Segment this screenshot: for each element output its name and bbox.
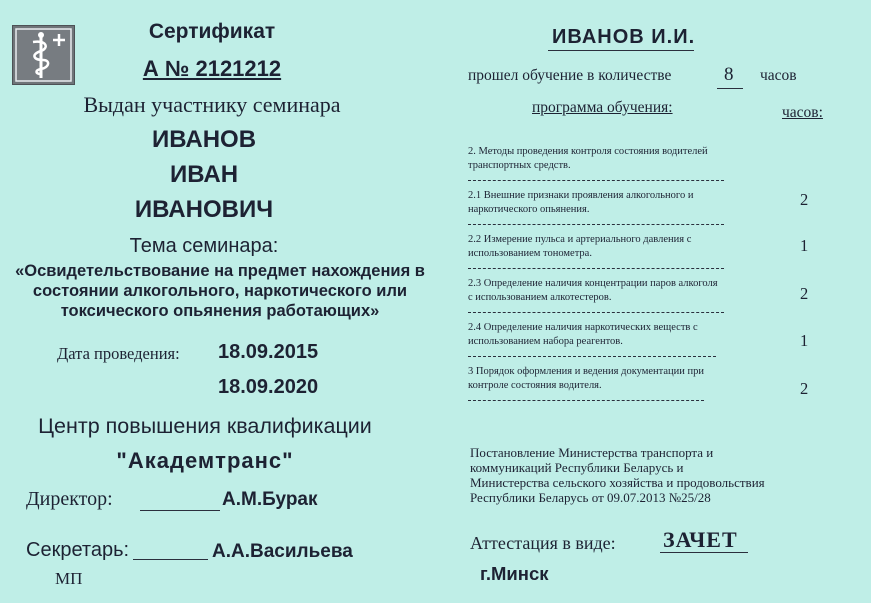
seminar-topic-line: токсического опьянения работающих» xyxy=(60,302,380,320)
program-item-hours: 2 xyxy=(800,284,809,303)
program-label: программа обучения: xyxy=(532,99,673,116)
certificate-number: А № 2121212 xyxy=(142,56,282,81)
item-divider xyxy=(468,400,704,401)
item-divider xyxy=(468,268,724,269)
program-item-text: 3 Порядок оформления и ведения документации при xyxy=(468,366,705,377)
hours-word: часов xyxy=(760,67,797,84)
participant-patronymic: ИВАНОВИЧ xyxy=(134,196,274,223)
total-hours-value: 8 xyxy=(724,64,734,85)
program-item-text: использованием набора реагентов. xyxy=(468,336,623,347)
program-item-text: 2.3 Определение наличия концентрации паров алкоголя xyxy=(468,278,718,289)
student-name: ИВАНОВ И.И. xyxy=(552,26,696,48)
participant-first-name: ИВАН xyxy=(169,161,239,188)
program-item-text: использованием тонометра. xyxy=(468,248,592,259)
secretary-signature-line xyxy=(133,559,208,560)
director-label: Директор: xyxy=(26,488,113,510)
regulation-text: Постановление Министерства транспорта и xyxy=(470,445,714,460)
director-name: А.М.Бурак xyxy=(222,489,318,510)
hours-column-header: часов: xyxy=(782,104,823,121)
item-divider xyxy=(468,224,724,225)
student-name-underline xyxy=(548,50,694,51)
date-start: 18.09.2015 xyxy=(218,341,319,363)
regulation-text: Министерства сельского хозяйства и продовольствия xyxy=(470,475,765,490)
certificate-title: Сертификат xyxy=(148,20,276,43)
program-item-hours: 1 xyxy=(800,236,809,255)
attestation-label: Аттестация в виде: xyxy=(470,533,616,553)
issued-to-label: Выдан участнику семинара xyxy=(83,92,341,117)
program-item-text: наркотического опьянения. xyxy=(468,204,590,215)
item-divider xyxy=(468,180,724,181)
regulation-text: Республики Беларусь от 09.07.2013 №25/28 xyxy=(470,490,711,505)
training-center-brand: "Академтранс" xyxy=(116,448,294,473)
program-item-text: транспортных средств. xyxy=(468,160,571,171)
program-item-text: с использованием алкотестеров. xyxy=(468,292,612,303)
item-divider xyxy=(468,356,716,357)
training-center-name: Центр повышения квалификации xyxy=(38,414,372,438)
attestation-underline xyxy=(660,552,748,553)
program-item-hours: 2 xyxy=(800,379,809,398)
program-item-text: 2. Методы проведения контроля состояния водителей xyxy=(468,146,708,157)
item-divider xyxy=(468,312,724,313)
date-end: 18.09.2020 xyxy=(218,376,319,398)
program-item-text: 2.4 Определение наличия наркотических веществ с xyxy=(468,322,698,333)
director-signature-line xyxy=(140,510,220,511)
total-hours-underline xyxy=(717,88,743,89)
program-item-hours: 1 xyxy=(800,331,809,350)
caduceus-logo-icon xyxy=(12,25,75,85)
secretary-name: А.А.Васильева xyxy=(212,541,353,562)
participant-last-name: ИВАНОВ xyxy=(151,126,257,153)
program-item-text: контроле состояния водителя. xyxy=(468,380,602,391)
date-label: Дата проведения: xyxy=(57,344,180,363)
stamp-place-label: МП xyxy=(55,569,83,588)
seminar-topic-label: Тема семинара: xyxy=(129,235,279,257)
program-item-hours: 2 xyxy=(800,190,809,209)
regulation-text: коммуникаций Республики Беларусь и xyxy=(470,460,684,475)
secretary-label: Секретарь: xyxy=(26,539,130,561)
attestation-value: ЗАЧЕТ xyxy=(663,527,738,552)
seminar-topic-line: «Освидетельствование на предмет нахождения в xyxy=(15,262,425,280)
seminar-topic-line: состоянии алкогольного, наркотического или xyxy=(32,282,408,300)
trained-text: прошел обучение в количестве xyxy=(468,67,672,84)
program-item-text: 2.2 Измерение пульса и артериального давления с xyxy=(468,234,692,245)
city-label: г.Минск xyxy=(480,563,549,584)
program-item-text: 2.1 Внешние признаки проявления алкогольного и xyxy=(468,190,694,201)
